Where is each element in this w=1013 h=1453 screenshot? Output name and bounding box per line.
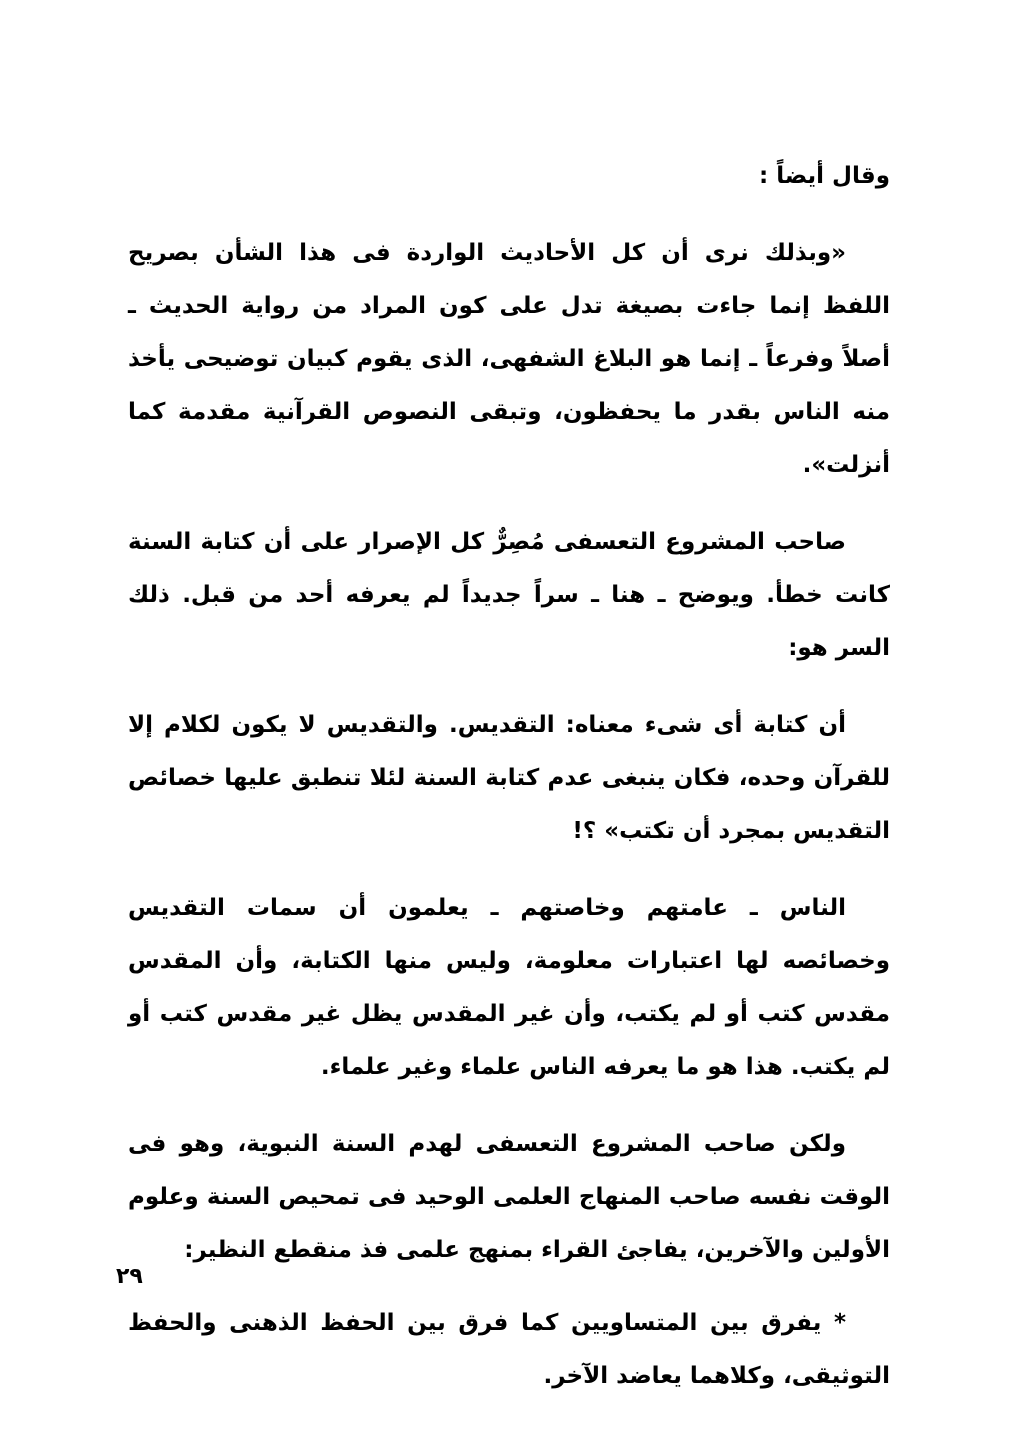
- text-column: [128, 150, 890, 1427]
- paragraph-author-insistence: صاحب المشروع التعسفى مُصِرٌّ كل الإصرار على أن كتابة السنة كانت خطأ. ويوضح ـ هنا ـ سراً جديداً لم يعرفه أحد من قبل. ذلك السر هو:: [128, 529, 890, 661]
- paragraph-quote-oral-transmission: «وبذلك نرى أن كل الأحاديث الواردة فى هذا الشأن بصريح اللفظ إنما جاءت بصيغة تدل على كون المراد من رواية الحديث ـ أصلاً وفرعاً ـ إنما هو البلاغ الشفهى، الذى يقوم كبيان توضيحى يأخذ منه الناس بقدر ما يحفظون، وتبقى النصوص القرآنية مقدمة كما أنزلت».: [128, 240, 890, 478]
- paragraph-sanctity-traits: الناس ـ عامتهم وخاصتهم ـ يعلمون أن سمات التقديس وخصائصه لها اعتبارات معلومة، وليس منها الكتابة، وأن المقدس مقدس كتب أو لم يكتب، وأن غير المقدس يظل غير مقدس كتب أو لم يكتب. هذا هو ما يعرفه الناس علماء وغير علماء.: [128, 895, 890, 1080]
- paragraph-bullet-distinction: * يفرق بين المتساويين كما فرق بين الحفظ الذهنى والحفظ التوثيقى، وكلاهما يعاضد الآخر.: [128, 1310, 890, 1389]
- intro-line: وقال أيضاً :: [759, 163, 890, 189]
- paragraph-writing-sanctification: أن كتابة أى شىء معناه: التقديس. والتقديس لا يكون لكلام إلا للقرآن وحده، فكان ينبغى عدم كتابة السنة لئلا تنطبق عليها خصائص التقديس بمجرد أن تكتب» ؟!: [128, 712, 890, 844]
- paragraph-scientific-method: ولكن صاحب المشروع التعسفى لهدم السنة النبوية، وهو فى الوقت نفسه صاحب المنهاج العلمى الوحيد فى تمحيص السنة وعلوم الأولين والآخرين، يفاجئ القراء بمنهج علمى فذ منقطع النظير:: [128, 1131, 890, 1263]
- page-number: ٢٩: [116, 1264, 143, 1289]
